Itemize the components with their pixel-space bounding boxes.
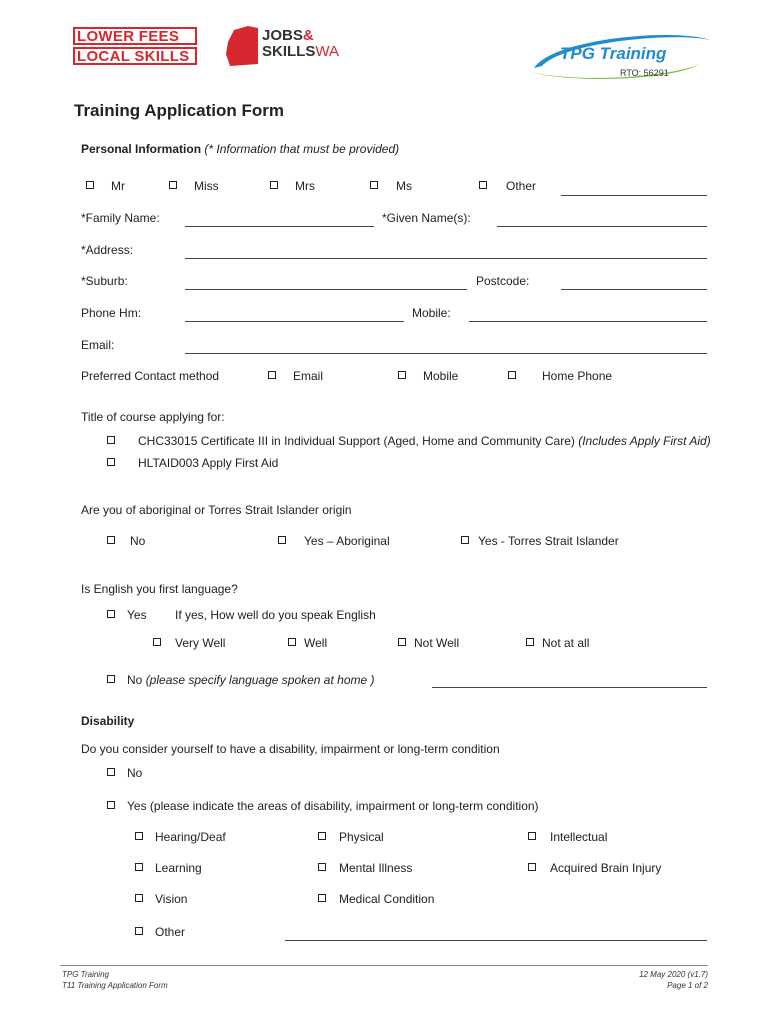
english-yes-checkbox[interactable] — [107, 610, 115, 618]
logo-jobs: JOBS — [262, 27, 303, 44]
rto-number: RTO: 56291 — [620, 68, 669, 78]
suburb-label: *Suburb: — [81, 274, 128, 288]
mental-illness-checkbox[interactable] — [318, 863, 326, 871]
course-chc33015-checkbox[interactable] — [107, 436, 115, 444]
phone-field[interactable] — [185, 321, 404, 322]
title-miss-label: Miss — [194, 179, 219, 193]
contact-home-phone-checkbox[interactable] — [508, 371, 516, 379]
vision-label: Vision — [155, 892, 188, 906]
personal-heading — [81, 142, 399, 156]
contact-method-label: Preferred Contact method — [81, 369, 220, 383]
footer-form: T11 Training Application Form — [62, 981, 168, 990]
disability-yes-label: Yes (please indicate the areas of disability, impairment or long-term condition) — [127, 799, 539, 813]
email-label: Email: — [81, 338, 115, 352]
language-spoken-field[interactable] — [432, 687, 707, 688]
hearing-deaf-label: Hearing/Deaf — [155, 830, 226, 844]
title-mrs-label: Mrs — [295, 179, 315, 193]
family-name-field[interactable] — [185, 226, 374, 227]
english-very-well-label: Very Well — [175, 636, 226, 650]
mental-illness-label: Mental Illness — [339, 861, 413, 875]
english-well-label: Well — [304, 636, 328, 650]
english-no-label — [127, 673, 375, 687]
footer-date: 12 May 2020 (v1.7) — [639, 970, 708, 979]
logo-wa: WA — [315, 43, 339, 60]
contact-home-phone-label: Home Phone — [542, 369, 613, 383]
phone-label: Phone Hm: — [81, 306, 142, 320]
course-chc33015-text: CHC33015 Certificate III in Individual Support (Aged, Home and Community Care) — [138, 434, 575, 448]
tpg-name: TPG Training — [560, 44, 667, 63]
aboriginal-no-label: No — [130, 534, 146, 548]
title-mr-checkbox[interactable] — [86, 181, 94, 189]
english-not-well-checkbox[interactable] — [398, 638, 406, 646]
learning-checkbox[interactable] — [135, 863, 143, 871]
hearing-deaf-checkbox[interactable] — [135, 832, 143, 840]
footer-page: Page 1 of 2 — [667, 981, 708, 990]
disability-no-checkbox[interactable] — [107, 768, 115, 776]
english-followup: If yes, How well do you speak English — [175, 608, 376, 622]
disability-heading: Disability — [81, 714, 135, 728]
title-mrs-checkbox[interactable] — [270, 181, 278, 189]
mobile-field[interactable] — [469, 321, 707, 322]
english-not-at-all-label: Not at all — [542, 636, 590, 650]
learning-label: Learning — [155, 861, 202, 875]
other-disability-label: Other — [155, 925, 186, 939]
personal-heading-text: Personal Information — [81, 142, 202, 156]
english-not-at-all-checkbox[interactable] — [526, 638, 534, 646]
postcode-field[interactable] — [561, 289, 707, 290]
footer-left — [62, 969, 168, 991]
other-disability-field[interactable] — [285, 940, 707, 941]
acquired-brain-injury-checkbox[interactable] — [528, 863, 536, 871]
english-not-well-label: Not Well — [414, 636, 460, 650]
intellectual-label: Intellectual — [550, 830, 608, 844]
english-question: Is English you first language? — [81, 582, 238, 596]
logo-skills: SKILLS — [262, 43, 316, 60]
lower-fees-local-skills-logo — [73, 27, 197, 67]
english-no-checkbox[interactable] — [107, 675, 115, 683]
course-chc33015-note: (Includes Apply First Aid) — [578, 434, 711, 448]
title-other-label: Other — [506, 179, 537, 193]
disability-yes-checkbox[interactable] — [107, 801, 115, 809]
family-name-label: *Family Name: — [81, 211, 160, 225]
torres-strait-label: Yes - Torres Strait Islander — [478, 534, 619, 548]
jobs-skills-wa-logo — [262, 28, 339, 60]
aboriginal-question: Are you of aboriginal or Torres Strait Islander origin — [81, 503, 352, 517]
disability-question: Do you consider yourself to have a disability, impairment or long-term condition — [81, 742, 500, 756]
english-no-text: No — [127, 673, 143, 687]
given-names-field[interactable] — [497, 226, 707, 227]
title-mr-label: Mr — [111, 179, 125, 193]
footer-right — [639, 969, 708, 991]
title-ms-label: Ms — [396, 179, 412, 193]
logo-line-2: LOCAL SKILLS — [73, 47, 197, 65]
english-well-checkbox[interactable] — [288, 638, 296, 646]
english-no-note: (please specify language spoken at home ) — [145, 673, 375, 687]
logo-line-1: LOWER FEES — [73, 27, 197, 45]
page-title: Training Application Form — [74, 101, 284, 120]
acquired-brain-injury-label: Acquired Brain Injury — [550, 861, 662, 875]
contact-email-label: Email — [293, 369, 324, 383]
course-chc33015-label — [138, 434, 711, 448]
mobile-label: Mobile: — [412, 306, 451, 320]
postcode-label: Postcode: — [476, 274, 530, 288]
contact-mobile-label: Mobile — [423, 369, 459, 383]
wa-map-icon — [224, 24, 260, 68]
other-disability-checkbox[interactable] — [135, 927, 143, 935]
aboriginal-yes-checkbox[interactable] — [278, 536, 286, 544]
title-other-field[interactable] — [561, 195, 707, 196]
given-names-label: *Given Name(s): — [382, 211, 471, 225]
logo-amp: & — [302, 27, 314, 44]
email-field[interactable] — [185, 353, 707, 354]
personal-heading-note: (* Information that must be provided) — [204, 142, 400, 156]
contact-email-checkbox[interactable] — [268, 371, 276, 379]
english-very-well-checkbox[interactable] — [153, 638, 161, 646]
physical-label: Physical — [339, 830, 384, 844]
footer-org: TPG Training — [62, 970, 109, 979]
course-hltaid003-label: HLTAID003 Apply First Aid — [138, 456, 279, 470]
title-miss-checkbox[interactable] — [169, 181, 177, 189]
suburb-field[interactable] — [185, 289, 467, 290]
english-yes-label: Yes — [127, 608, 147, 622]
address-field[interactable] — [185, 258, 707, 259]
contact-mobile-checkbox[interactable] — [398, 371, 406, 379]
tpg-training-logo — [524, 24, 714, 84]
title-ms-checkbox[interactable] — [370, 181, 378, 189]
aboriginal-no-checkbox[interactable] — [107, 536, 115, 544]
title-other-checkbox[interactable] — [479, 181, 487, 189]
vision-checkbox[interactable] — [135, 894, 143, 902]
footer-divider — [60, 965, 708, 966]
course-hltaid003-checkbox[interactable] — [107, 458, 115, 466]
torres-strait-checkbox[interactable] — [461, 536, 469, 544]
physical-checkbox[interactable] — [318, 832, 326, 840]
course-label: Title of course applying for: — [81, 410, 225, 424]
address-label: *Address: — [81, 243, 134, 257]
medical-condition-checkbox[interactable] — [318, 894, 326, 902]
disability-no-label: No — [127, 766, 143, 780]
medical-condition-label: Medical Condition — [339, 892, 435, 906]
intellectual-checkbox[interactable] — [528, 832, 536, 840]
aboriginal-yes-label: Yes – Aboriginal — [304, 534, 390, 548]
